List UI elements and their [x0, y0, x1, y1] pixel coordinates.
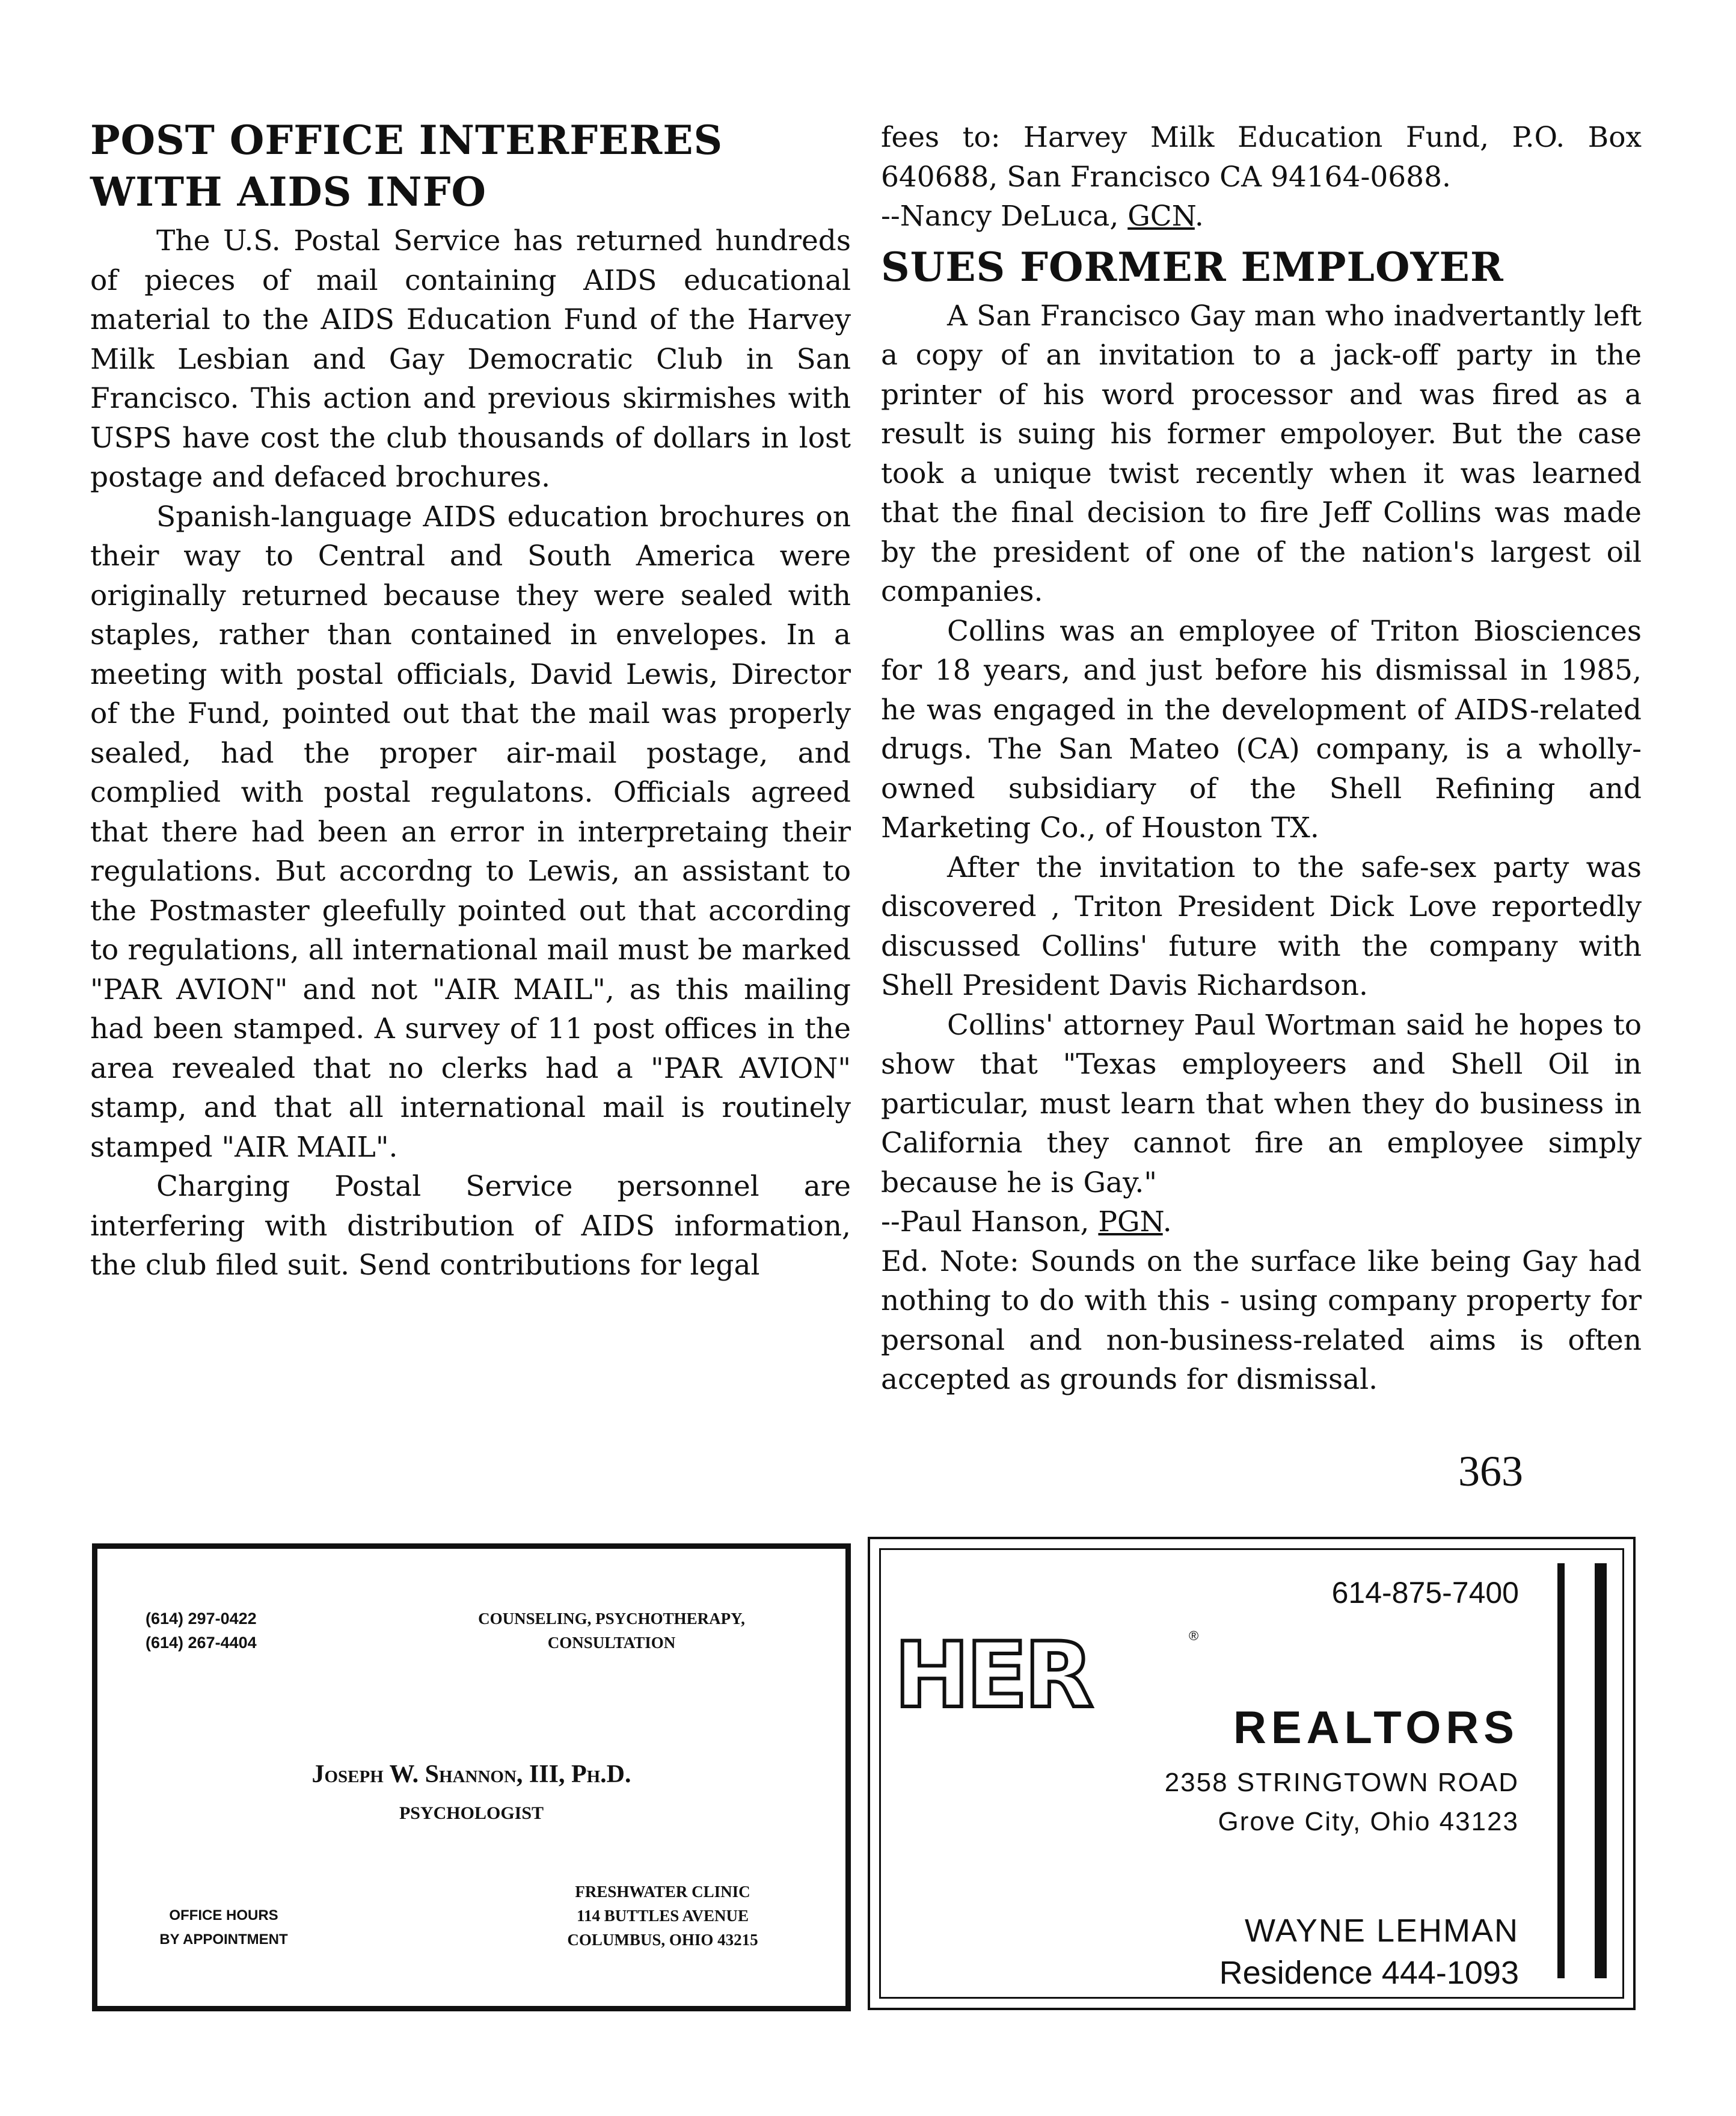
- decorative-bars: [1557, 1563, 1607, 1978]
- editor-note: Ed. Note: Sounds on the surface like being Gay had nothing to do with this - using company property for personal and non-business-related aims is often accepted as grounds for dismissal.: [881, 1244, 1642, 1396]
- left-article: [90, 114, 851, 1285]
- credit: --Nancy DeLuca, GCN.: [881, 200, 1204, 233]
- continued-text: fees to: Harvey Milk Education Fund, P.O. Box 640688, San Francisco CA 94164-0688.: [881, 121, 1642, 194]
- phone-2: (614) 267-4404: [146, 1634, 257, 1652]
- street: 2358 STRINGTOWN ROAD: [1164, 1768, 1519, 1797]
- paragraph: Collins was an employee of Triton Biosciences for 18 years, and just before his dismissal in 1985, he was engaged in the development of AIDS-related drugs. The San Mateo (CA) company, is a wholly-owned subsidiary of the Shell Refining and Marketing Co., of Houston TX.: [881, 614, 1642, 844]
- paragraph: A San Francisco Gay man who inadvertantly left a copy of an invitation to a jack-off party in the printer of his word processor and was fired as a result is suing his former empoloyer. But the case took a unique twist recently when it was learned that the final decision to fire Jeff Collins was made by the president of one of the nation's largest oil companies.: [881, 299, 1642, 608]
- psychologist-name: Joseph W. Shannon, III, Ph.D.: [311, 1761, 631, 1788]
- headline: POST OFFICE INTERFERES WITH AIDS INFO: [90, 117, 723, 215]
- right-article: [881, 118, 1642, 1400]
- her-logo: HER: [894, 1623, 1090, 1728]
- agent-name: WAYNE LEHMAN: [1244, 1913, 1519, 1949]
- headline: SUES FORMER EMPLOYER: [881, 243, 1504, 291]
- clinic-address: FRESHWATER CLINIC 114 BUTTLES AVENUE COLUMBUS, OHIO 43215: [567, 1883, 758, 1949]
- paragraph: Charging Postal Service personnel are interfering with distribution of AIDS information, the club filed suit. Send contributions for legal: [90, 1170, 851, 1282]
- office-hours: OFFICE HOURS BY APPOINTMENT: [159, 1907, 288, 1948]
- page-number: 363: [1458, 1447, 1523, 1495]
- her-realtors-ad: [868, 1537, 1636, 2010]
- shannon-business-card: [92, 1543, 851, 2011]
- phone: 614-875-7400: [1331, 1576, 1519, 1610]
- phone-1: (614) 297-0422: [146, 1610, 257, 1628]
- paragraph: Collins' attorney Paul Wortman said he hopes to show that "Texas employeers and Shell Oil in particular, must learn that when they do business in California they cannot fire an employee simply because he is Gay.": [881, 1008, 1642, 1199]
- realtors-label: REALTORS: [1233, 1702, 1519, 1753]
- paragraph: The U.S. Postal Service has returned hundreds of pieces of mail containing AIDS educational material to the AIDS Education Fund of the Harvey Milk Lesbian and Gay Democratic Club in San Francisco. This action and previous skirmishes with USPS have cost the club thousands of dollars in lost postage and defaced brochures.: [90, 224, 851, 494]
- paragraph: Spanish-language AIDS education brochures on their way to Central and South America were originally returned because they were sealed with staples, rather than contained in envelopes. In a meeting with postal officials, David Lewis, Director of the Fund, pointed out that the mail was properly sealed, had the proper air-mail postage, and complied with postal regulatons. Officials agreed that there had been an error in interpretaing their regulations. But accordng to Lewis, an assistant to the Postmaster gleefully pointed out that according to regulations, all international mail must be marked "PAR AVION" and not "AIR MAIL", as this mailing had been stamped. A survey of 11 post offices in the area revealed that no clerks had a "PAR AVION" stamp, and that all international mail is routinely stamped "AIR MAIL".: [90, 500, 851, 1164]
- paragraph: After the invitation to the safe-sex party was discovered , Triton President Dick Love reportedly discussed Collins' future with the company with Shell President Davis Richardson.: [881, 850, 1642, 1002]
- registered-icon: ®: [1189, 1628, 1199, 1643]
- city: Grove City, Ohio 43123: [1218, 1807, 1519, 1836]
- services: COUNSELING, PSYCHOTHERAPY, CONSULTATION: [478, 1610, 745, 1652]
- credit: --Paul Hanson, PGN.: [881, 1205, 1172, 1238]
- residence-phone: Residence 444-1093: [1219, 1955, 1519, 1991]
- title: PSYCHOLOGIST: [399, 1803, 544, 1823]
